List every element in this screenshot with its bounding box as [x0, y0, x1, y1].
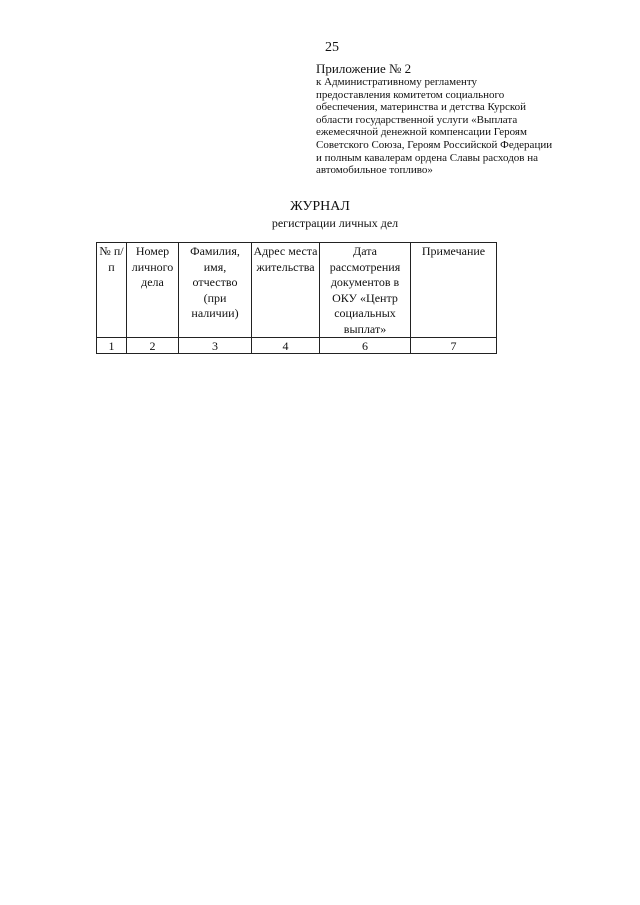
appendix-line: обеспечения, материнства и детства Курской: [316, 101, 527, 114]
header-cell-case-number: Номер личного дела: [127, 243, 179, 338]
header-cell-full-name: Фамилия, имя, отчество (при наличии): [179, 243, 252, 338]
journal-subtitle: регистрации личных дел: [271, 216, 399, 230]
appendix-line: и полным кавалерам ордена Славы расходов на: [316, 151, 538, 164]
appendix-line: предоставления комитетом социального: [316, 88, 505, 101]
column-number-cell: 6: [320, 338, 411, 354]
appendix-heading: Приложение № 2: [316, 61, 412, 76]
column-number-cell: 1: [97, 338, 127, 354]
header-cell-number: № п/п: [97, 243, 127, 338]
table-header-row: [97, 243, 497, 338]
column-number-cell: 4: [252, 338, 320, 354]
appendix-line: автомобильное топливо»: [316, 164, 433, 177]
column-number-cell: 7: [411, 338, 497, 354]
page-number: 25: [325, 40, 339, 55]
table-numbering-row: [97, 338, 497, 354]
column-number-cell: 2: [127, 338, 179, 354]
appendix-line: области государственной услуги «Выплата: [316, 113, 518, 126]
column-number-cell: 3: [179, 338, 252, 354]
appendix-block: [316, 62, 596, 177]
appendix-line: Советского Союза, Героям Российской Федерации: [316, 138, 553, 151]
appendix-line: к Административному регламенту: [316, 76, 478, 88]
header-cell-address: Адрес места жительства: [252, 243, 320, 338]
header-cell-note: Примечание: [411, 243, 497, 338]
appendix-line: ежемесячной денежной компенсации Героям: [316, 126, 527, 139]
journal-title: ЖУРНАЛ: [290, 199, 350, 214]
registration-table: [96, 242, 497, 354]
header-cell-review-date: Дата рассмотрения документов в ОКУ «Центр социальных выплат»: [320, 243, 411, 338]
